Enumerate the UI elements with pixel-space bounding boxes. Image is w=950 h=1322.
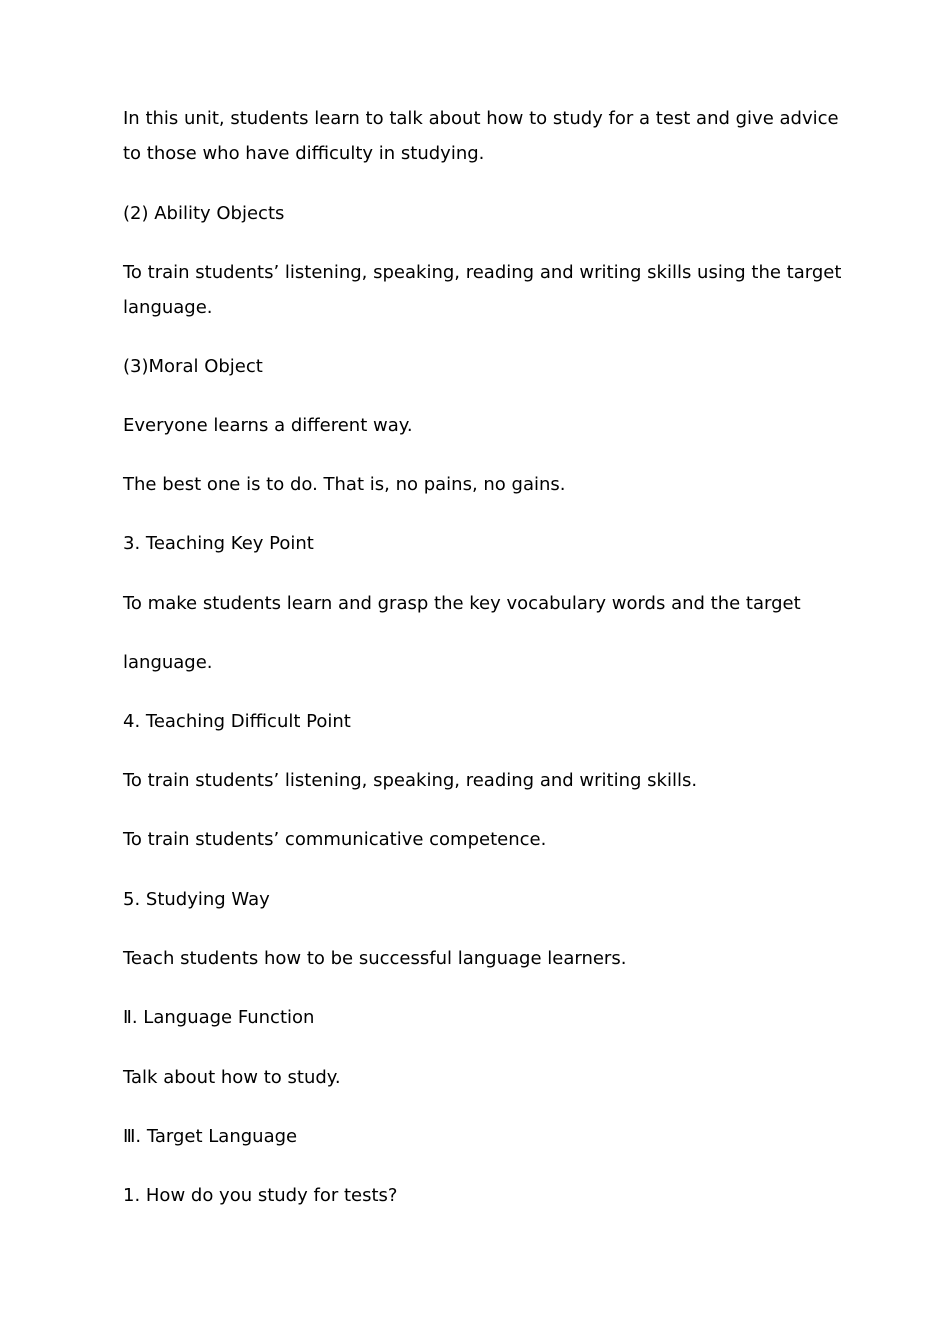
moral-object-text-2: The best one is to do. That is, no pains, no gains. [123,474,566,495]
target-language-heading: Ⅲ. Target Language [123,1126,298,1147]
key-point-heading: 3. Teaching Key Point [123,533,314,554]
studying-way-heading: 5. Studying Way [123,889,270,910]
moral-object-text-1: Everyone learns a different way. [123,415,413,436]
ability-objects-heading: (2) Ability Objects [123,203,285,224]
target-language-item-1: 1. How do you study for tests? [123,1185,398,1206]
ability-objects-text: To train students’ listening, speaking, reading and writing skills using the target language. [123,262,842,318]
key-point-text-continued: language. [123,652,213,673]
language-function-text: Talk about how to study. [123,1067,341,1088]
studying-way-text: Teach students how to be successful language learners. [123,948,627,969]
unit-intro-paragraph: In this unit, students learn to talk about how to study for a test and give advice to those who have difficulty in studying. [123,108,839,164]
moral-object-heading: (3)Moral Object [123,356,263,377]
difficult-point-heading: 4. Teaching Difficult Point [123,711,351,732]
difficult-point-text-2: To train students’ communicative competence. [123,829,547,850]
difficult-point-text-1: To train students’ listening, speaking, reading and writing skills. [123,770,698,791]
language-function-heading: Ⅱ. Language Function [123,1007,315,1028]
key-point-text: To make students learn and grasp the key vocabulary words and the target [123,593,801,614]
